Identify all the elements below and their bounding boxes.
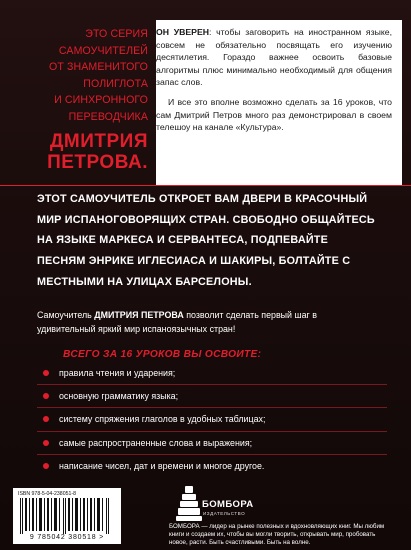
publisher-subtitle: ИЗДАТЕЛЬСТВО	[203, 511, 246, 516]
quote-text: : чтобы заговорить на иностранном языке, совсем не обязательно посвящать его изучению десятилетия. Гораздо важнее освоить базовые алгоритмы плюс минимально необходимый для общения запас слов.	[156, 27, 392, 88]
barcode-bars-icon	[19, 498, 115, 534]
description-paragraph	[37, 309, 377, 336]
bullet-dot-icon	[43, 370, 49, 376]
list-item	[37, 432, 387, 455]
divider-line	[0, 185, 411, 186]
list-item-text: правила чтения и ударения;	[59, 368, 176, 378]
series-intro	[12, 26, 148, 173]
publisher-name: БОМБОРА	[202, 499, 254, 510]
skills-list	[37, 362, 387, 478]
quote-lead: ОН УВЕРЕН	[156, 27, 210, 37]
list-item	[37, 455, 387, 478]
bullet-dot-icon	[43, 393, 49, 399]
series-intro-text	[12, 26, 148, 125]
author-quote-box	[156, 20, 402, 185]
series-intro-line: И СИНХРОННОГО	[54, 94, 148, 106]
bullet-dot-icon	[43, 416, 49, 422]
list-item	[37, 408, 387, 431]
list-item-text: самые распространенные слова и выражения;	[59, 437, 253, 448]
isbn-text: ISBN 978-5-04-238051-8	[18, 491, 76, 497]
series-intro-line: САМОУЧИТЕЛЕЙ	[58, 44, 148, 57]
author-name-line: ДМИТРИЯ	[49, 131, 148, 152]
description-text: Самоучитель	[37, 310, 95, 320]
list-item-text: систему спряжения глаголов в удобных таблицах;	[59, 414, 266, 425]
list-item	[37, 362, 387, 385]
barcode	[13, 488, 121, 544]
series-intro-line: ПОЛИГЛОТА	[83, 77, 148, 90]
series-intro-line: ОТ ЗНАМЕНИТОГО	[49, 61, 148, 73]
list-item-text: написание чисел, дат и времени и многое другое.	[59, 460, 265, 471]
skills-heading: ВСЕГО ЗА 16 УРОКОВ ВЫ ОСВОИТЕ:	[63, 349, 262, 360]
description-text: позволит сделать первый шаг в удивительный яркий мир испаноязычных стран!	[37, 310, 317, 334]
author-name	[12, 131, 148, 173]
bullet-dot-icon	[43, 463, 49, 469]
barcode-digits: 9 785042 380518 >	[29, 534, 105, 541]
series-intro-line: ЭТО СЕРИЯ	[85, 28, 148, 40]
quote-paragraph-1	[156, 26, 392, 89]
publisher-note: БОМБОРА — лидер на рынке полезных и вдохновляющих книг. Мы любим книги и создаем их, чтобы вы могли творить, открывать мир, пробовать новое, расти. Быть счастливыми. Быть на волне.	[169, 523, 385, 546]
series-intro-line: ПЕРЕВОДЧИКА	[68, 110, 148, 123]
quote-paragraph-2: И все это вполне возможно сделать за 16 уроков, что сам Дмитрий Петров много раз демонстрировал в своем телешоу на канале «Культура».	[156, 96, 392, 133]
list-item-text: основную грамматику языка;	[59, 391, 179, 402]
headline-text: ЭТОТ САМОУЧИТЕЛЬ ОТКРОЕТ ВАМ ДВЕРИ В КРАСОЧНЫЙ МИР ИСПАНОГОВОРЯЩИХ СТРАН. СВОБОДНО ОБЩАЙТЕСЬ НА ЯЗЫКЕ МАРКЕСА И СЕРВАНТЕСА, ПОДПЕВАЙТЕ ПЕСНЯМ ЭНРИКЕ ИГЛЕСИАСА И ШАКИРЫ, БОЛТАЙТЕ С МЕСТНЫМИ НА УЛИЦАХ БАРСЕЛОНЫ.	[37, 193, 375, 288]
description-author: ДМИТРИЯ ПЕТРОВА	[94, 310, 184, 320]
author-name-line: ПЕТРОВА.	[47, 152, 148, 173]
list-item	[37, 385, 387, 408]
bullet-dot-icon	[43, 440, 49, 446]
